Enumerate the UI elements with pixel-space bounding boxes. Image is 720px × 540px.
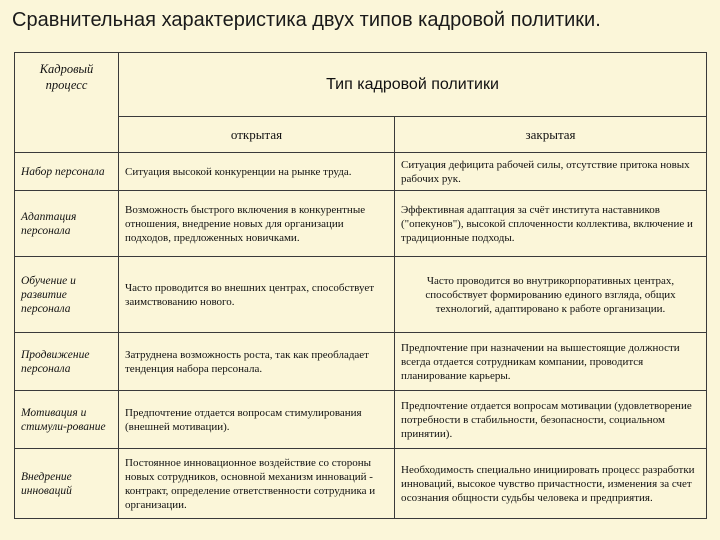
process-cell: Адаптация персонала [15, 191, 119, 257]
closed-cell: Часто проводится во внутрикорпоративных центрах, способствует формированию единого взгляда, общих технологий, адаптировано к работе организации. [395, 257, 707, 333]
table-row [15, 449, 707, 519]
closed-cell: Предпочтение при назначении на вышестоящие должности всегда отдается сотрудникам компании, проводится планирование карьеры. [395, 333, 707, 391]
table-row [15, 391, 707, 449]
table-subheader-row [15, 117, 707, 153]
table-header-row [15, 53, 707, 117]
process-cell: Продвижение персонала [15, 333, 119, 391]
open-cell: Постоянное инновационное воздействие со стороны новых сотрудников, основной механизм инноваций - контракт, определение ответственности сотрудника и организации. [119, 449, 395, 519]
page-title: Сравнительная характеристика двух типов кадровой политики. [12, 9, 601, 31]
process-cell: Набор персонала [15, 153, 119, 191]
closed-cell: Ситуация дефицита рабочей силы, отсутствие притока новых рабочих рук. [395, 153, 707, 191]
process-cell: Обучение и развитие персонала [15, 257, 119, 333]
table-row [15, 191, 707, 257]
table-row [15, 257, 707, 333]
table-row [15, 333, 707, 391]
closed-cell: Необходимость специально инициировать процесс разработки инноваций, высокое чувство причастности, изменения за счет осознания общности судьбы человека и предприятия. [395, 449, 707, 519]
open-cell: Затруднена возможность роста, так как преобладает тенденция набора персонала. [119, 333, 395, 391]
open-cell: Возможность быстрого включения в конкурентные отношения, внедрение новых для организации подходов, предложенных новичками. [119, 191, 395, 257]
closed-cell: Предпочтение отдается вопросам мотивации (удовлетворение потребности в стабильности, безопасности, социальном принятии). [395, 391, 707, 449]
comparison-table [14, 52, 707, 519]
open-policy-header: открытая [119, 117, 395, 153]
policy-type-header: Тип кадровой политики [119, 53, 707, 117]
table-row [15, 153, 707, 191]
process-column-header: Кадровый процесс [15, 53, 119, 153]
open-cell: Часто проводится во внешних центрах, способствует заимствованию нового. [119, 257, 395, 333]
closed-cell: Эффективная адаптация за счёт институтa наставников ("опекунов"), высокой сплоченности коллектива, включение и традиционные подходы. [395, 191, 707, 257]
open-cell: Предпочтение отдается вопросам стимулирования (внешней мотивации). [119, 391, 395, 449]
process-cell: Внедрение инноваций [15, 449, 119, 519]
process-cell: Мотивация и стимули-рование [15, 391, 119, 449]
open-cell: Ситуация высокой конкуренции на рынке труда. [119, 153, 395, 191]
closed-policy-header: закрытая [395, 117, 707, 153]
